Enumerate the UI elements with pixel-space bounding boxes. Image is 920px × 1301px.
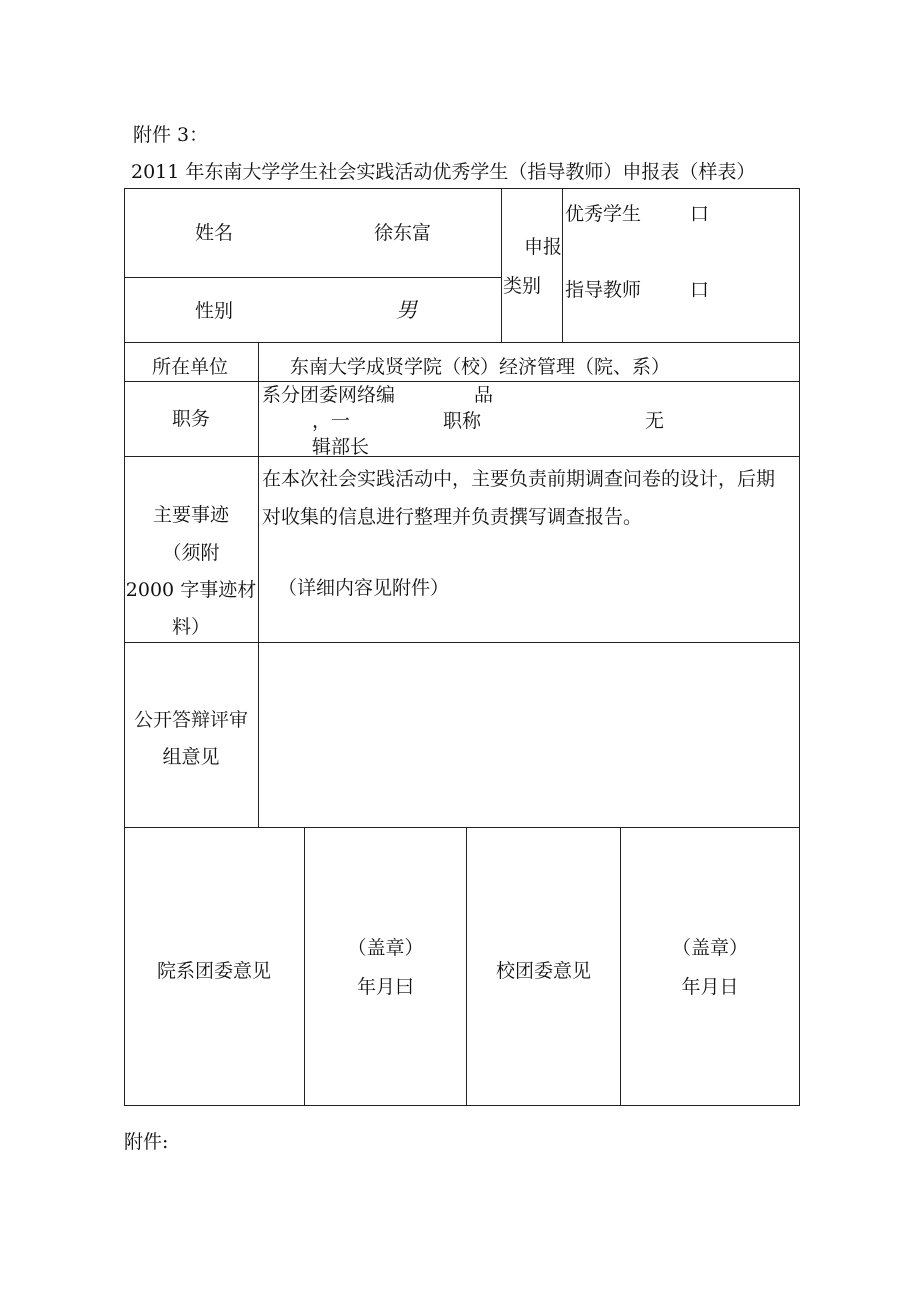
- gender-label: 性别: [195, 300, 234, 322]
- table-border-top: [124, 188, 800, 189]
- dept-seal: （盖章）: [347, 937, 424, 959]
- unit-value: 东南大学成贤学院（校）经济管理（院、系）: [290, 356, 671, 378]
- deeds-label-line3: 2000 字事迹材: [125, 579, 257, 601]
- table-border-bottom: [124, 1105, 800, 1106]
- dept-date: 年月曰: [356, 976, 414, 998]
- position-value-line2: ，一: [312, 410, 351, 432]
- dept-opinion-label: 院系团委意见: [156, 960, 271, 982]
- position-label: 职务: [172, 408, 211, 430]
- panel-label-line2: 组意见: [162, 746, 220, 768]
- category-label-line2: 类别: [503, 275, 542, 297]
- attachment-label: 附件 3：: [133, 124, 209, 146]
- title-label: 职称: [443, 410, 482, 432]
- table-line-category-right: [562, 188, 563, 343]
- table-line-opinion-1: [304, 827, 305, 1106]
- footer-attachment-label: 附件:: [124, 1131, 169, 1153]
- table-line-category-left: [501, 188, 502, 343]
- gender-value: 男: [396, 298, 417, 322]
- deeds-label-line2: （须附: [162, 542, 220, 564]
- title-char: 品: [474, 384, 494, 406]
- name-label: 姓名: [195, 222, 234, 244]
- panel-label-line1: 公开答辩评审: [133, 709, 248, 731]
- name-value: 徐东富: [374, 222, 432, 244]
- unit-label: 所在单位: [152, 356, 229, 378]
- school-seal: （盖章）: [671, 937, 748, 959]
- deeds-text: 在本次社会实践活动中，主要负责前期调查问卷的设计，后期对收集的信息进行整理并负责撰写调查报告。: [262, 468, 776, 528]
- school-date: 年月日: [681, 976, 739, 998]
- title-value: 无: [645, 410, 665, 432]
- deeds-label-line4: 料）: [171, 616, 210, 638]
- table-line-deeds-top: [124, 456, 800, 457]
- form-title: 2011 年东南大学学生社会实践活动优秀学生（指导教师）申报表（样表）: [131, 161, 756, 183]
- position-value-line1: 系分团委网络编: [262, 384, 396, 406]
- position-value-line3: 辑部长: [312, 436, 370, 458]
- deeds-label-line1: 主要事迹: [152, 504, 229, 526]
- table-border-right: [799, 188, 800, 1106]
- category-label-line1: 申报: [524, 236, 563, 258]
- school-opinion-label: 校团委意见: [495, 960, 591, 982]
- option-guidance-teacher: 指导教师: [565, 279, 642, 301]
- deeds-note: （详细内容见附件）: [278, 577, 450, 599]
- option-outstanding-student: 优秀学生: [565, 203, 642, 225]
- table-line-name-gender: [124, 277, 502, 278]
- checkbox-teacher[interactable]: 口: [690, 279, 710, 301]
- table-line-unit-top: [124, 342, 800, 343]
- table-line-opinion-3: [620, 827, 621, 1106]
- table-line-opinion-top: [124, 827, 800, 828]
- panel-opinion-area[interactable]: [259, 643, 799, 827]
- table-line-position-top: [124, 381, 800, 382]
- checkbox-student[interactable]: 口: [690, 203, 710, 225]
